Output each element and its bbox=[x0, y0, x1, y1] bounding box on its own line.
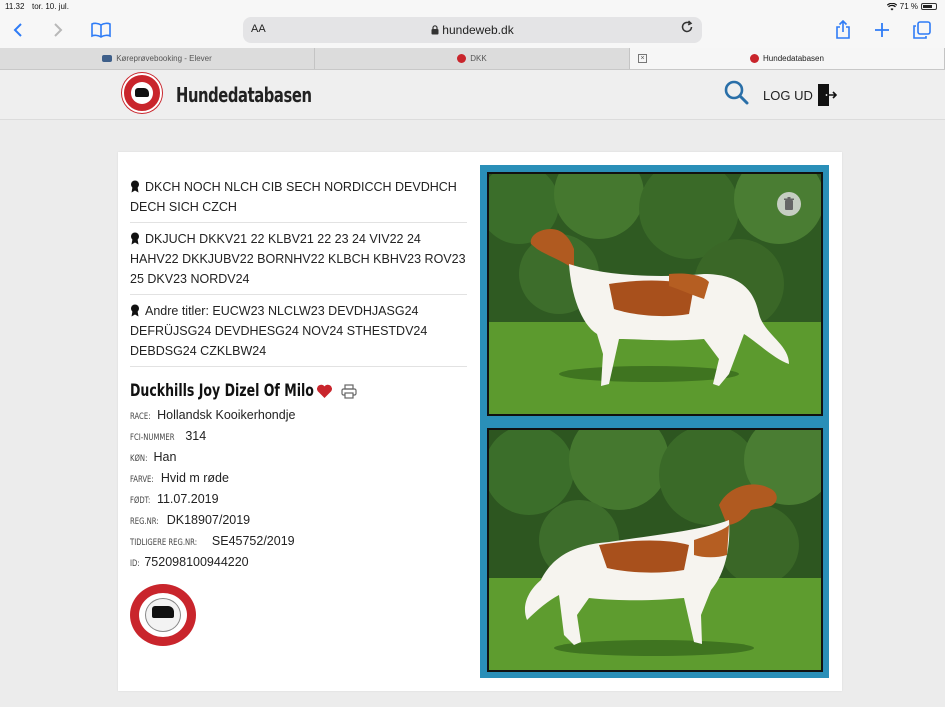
status-time: 11.32 bbox=[5, 2, 25, 11]
dkk-favicon-icon bbox=[750, 54, 759, 63]
wifi-icon bbox=[887, 3, 897, 11]
address-bar[interactable] bbox=[243, 17, 702, 43]
detail-color bbox=[130, 471, 295, 492]
detail-value: 11.07.2019 bbox=[156, 492, 219, 506]
tab-label: Køreprøvebooking - Elever bbox=[116, 54, 212, 63]
reload-icon bbox=[680, 20, 694, 34]
back-button[interactable] bbox=[8, 18, 28, 42]
titles-list bbox=[130, 175, 467, 371]
new-tab-button[interactable] bbox=[871, 18, 893, 42]
url-text: hundeweb.dk bbox=[442, 23, 514, 37]
browser-toolbar bbox=[0, 14, 945, 48]
detail-label: FCI-NUMMER bbox=[130, 433, 175, 443]
rosette-icon bbox=[130, 304, 140, 317]
chevron-right-icon bbox=[52, 22, 64, 38]
trash-icon bbox=[783, 197, 795, 211]
import-badge-icon bbox=[130, 584, 196, 646]
detail-label: TIDLIGERE REG.NR: bbox=[130, 538, 198, 548]
tab-hundedatabasen[interactable] bbox=[630, 48, 945, 69]
detail-reg-number bbox=[130, 513, 295, 534]
dkk-logo-icon[interactable] bbox=[122, 73, 162, 113]
bookmarks-button[interactable] bbox=[88, 18, 114, 42]
detail-value: SE45752/2019 bbox=[211, 534, 295, 548]
site-title[interactable]: Hundedatabasen bbox=[176, 83, 312, 107]
share-button[interactable] bbox=[832, 18, 854, 42]
title-text: Andre titler: EUCW23 NLCLW23 DEVDHJASG24 DEFRÜJSG24 DEVDHESG24 NOV24 STHESTDV24 DEBDSG24 CZKLBW24 bbox=[130, 304, 428, 358]
title-text: DKCH NOCH NLCH CIB SECH NORDICCH DEVDHCH DECH SICH CZCH bbox=[130, 180, 457, 214]
search-icon[interactable] bbox=[723, 79, 749, 105]
delete-photo-button[interactable] bbox=[777, 192, 801, 216]
status-right bbox=[887, 2, 937, 11]
detail-id bbox=[130, 555, 295, 576]
detail-label: FARVE: bbox=[130, 475, 154, 485]
heart-icon[interactable] bbox=[316, 384, 333, 399]
status-date: tor. 10. jul. bbox=[32, 2, 69, 11]
reader-aa-button[interactable]: AA bbox=[251, 23, 266, 35]
book-icon bbox=[91, 22, 111, 38]
forward-button[interactable] bbox=[48, 18, 68, 42]
detail-value: Han bbox=[153, 450, 177, 464]
detail-value: DK18907/2019 bbox=[166, 513, 251, 527]
tab-label: DKK bbox=[470, 54, 487, 63]
battery-icon bbox=[921, 3, 937, 10]
dog-profile-card bbox=[118, 152, 842, 691]
detail-value: 752098100944220 bbox=[144, 555, 249, 569]
dkk-favicon-icon bbox=[457, 54, 466, 63]
photo-gallery bbox=[480, 165, 829, 678]
dog-photo-image bbox=[489, 174, 821, 414]
detail-label: REG.NR: bbox=[130, 517, 159, 527]
close-tab-icon[interactable]: × bbox=[638, 54, 647, 63]
dog-photo-standing[interactable] bbox=[487, 428, 823, 672]
url-display bbox=[243, 23, 702, 37]
status-bar bbox=[0, 0, 945, 14]
rosette-icon bbox=[130, 232, 140, 245]
tab-label: Hundedatabasen bbox=[763, 54, 824, 63]
dog-photo-image bbox=[489, 430, 821, 670]
tab-overview-button[interactable] bbox=[910, 18, 934, 42]
plus-icon bbox=[874, 22, 890, 38]
detail-value: 314 bbox=[185, 429, 207, 443]
tab-dkk[interactable] bbox=[315, 48, 630, 69]
detail-fci-number bbox=[130, 429, 295, 450]
rosette-icon bbox=[130, 180, 140, 193]
dog-name: Duckhills Joy Dizel Of Milo bbox=[130, 381, 314, 401]
tab-koereproeve[interactable] bbox=[0, 48, 315, 69]
detail-previous-reg bbox=[130, 534, 295, 555]
dog-photo-side[interactable] bbox=[487, 172, 823, 416]
share-icon bbox=[835, 20, 851, 40]
dog-name-row bbox=[130, 381, 357, 401]
logout-door-icon bbox=[817, 83, 837, 107]
detail-value: Hvid m røde bbox=[160, 471, 229, 485]
reload-button[interactable] bbox=[680, 20, 694, 38]
detail-born bbox=[130, 492, 295, 513]
car-icon bbox=[102, 55, 112, 62]
battery-percent: 71 % bbox=[899, 2, 918, 11]
tabs-icon bbox=[913, 21, 931, 39]
title-text: DKJUCH DKKV21 22 KLBV21 22 23 24 VIV22 24 HAHV22 DKKJUBV22 BORNHV22 KLBCH KBHV23 ROV23 25 DKV23 NORDV24 bbox=[130, 232, 466, 286]
dog-details bbox=[130, 408, 295, 576]
detail-label: ID: bbox=[130, 559, 140, 569]
browser-tab-bar bbox=[0, 48, 945, 70]
chevron-left-icon bbox=[12, 22, 24, 38]
print-icon[interactable] bbox=[341, 384, 357, 399]
detail-value: Hollandsk Kooikerhondje bbox=[157, 408, 296, 422]
lock-icon bbox=[431, 25, 439, 35]
title-winner bbox=[130, 227, 467, 295]
logout-button[interactable] bbox=[763, 83, 837, 107]
detail-label: KØN: bbox=[130, 454, 148, 464]
title-other bbox=[130, 299, 467, 367]
detail-race bbox=[130, 408, 295, 429]
detail-sex bbox=[130, 450, 295, 471]
detail-label: RACE: bbox=[130, 412, 151, 422]
site-header bbox=[0, 70, 945, 120]
title-champion bbox=[130, 175, 467, 223]
logout-label: LOG UD bbox=[763, 87, 813, 103]
detail-label: FØDT: bbox=[130, 496, 151, 506]
